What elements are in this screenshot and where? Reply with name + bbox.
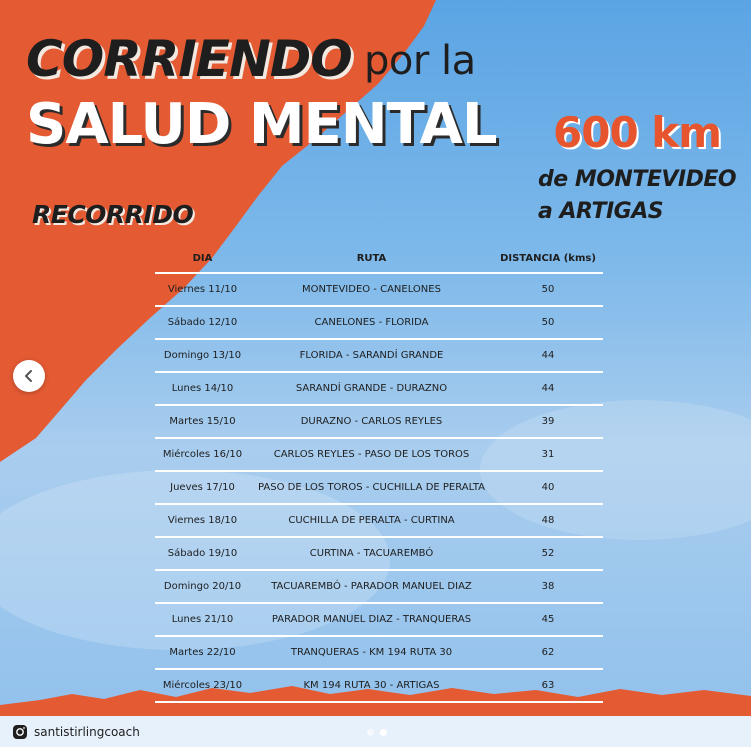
handle-text: santistirlingcoach (34, 725, 140, 739)
cell-day: Viernes 18/10 (155, 504, 250, 537)
cell-distance: 38 (493, 570, 603, 603)
cell-route: TRANQUERAS - KM 194 RUTA 30 (250, 636, 493, 669)
route-from: de MONTEVIDEO (538, 167, 737, 192)
route-schedule (155, 245, 603, 703)
cell-day: Sábado 12/10 (155, 306, 250, 339)
title-corriendo: CORRIENDO (26, 30, 352, 88)
cell-route: CURTINA - TACUAREMBÓ (250, 537, 493, 570)
carousel-prev-button[interactable] (13, 360, 45, 392)
cell-distance: 50 (493, 306, 603, 339)
chevron-left-icon (23, 370, 35, 382)
title-por-la: por la (364, 38, 476, 84)
schedule-table (155, 245, 603, 703)
table-row (155, 471, 603, 504)
cell-distance: 52 (493, 537, 603, 570)
cell-route: CANELONES - FLORIDA (250, 306, 493, 339)
cell-distance: 45 (493, 603, 603, 636)
carousel-dot-1[interactable] (367, 729, 374, 736)
cell-route: PASO DE LOS TOROS - CUCHILLA DE PERALTA (250, 471, 493, 504)
header-day: DIA (155, 245, 250, 273)
table-row (155, 570, 603, 603)
table-row (155, 405, 603, 438)
cell-day: Jueves 17/10 (155, 471, 250, 504)
table-row (155, 603, 603, 636)
table-row (155, 372, 603, 405)
table-row (155, 273, 603, 306)
cell-route: DURAZNO - CARLOS REYLES (250, 405, 493, 438)
table-header-row (155, 245, 603, 273)
cell-distance: 63 (493, 669, 603, 702)
cell-route: PARADOR MANUEL DIAZ - TRANQUERAS (250, 603, 493, 636)
cell-day: Domingo 20/10 (155, 570, 250, 603)
table-row (155, 636, 603, 669)
author-handle[interactable] (12, 724, 140, 740)
table-row (155, 504, 603, 537)
cell-day: Domingo 13/10 (155, 339, 250, 372)
cell-day: Viernes 11/10 (155, 273, 250, 306)
cell-route: CARLOS REYLES - PASO DE LOS TOROS (250, 438, 493, 471)
instagram-icon (12, 724, 28, 740)
section-label-recorrido: RECORRIDO (32, 200, 194, 229)
cell-route: KM 194 RUTA 30 - ARTIGAS (250, 669, 493, 702)
cell-day: Sábado 19/10 (155, 537, 250, 570)
cell-day: Miércoles 23/10 (155, 669, 250, 702)
cell-route: TACUAREMBÓ - PARADOR MANUEL DIAZ (250, 570, 493, 603)
cell-day: Martes 15/10 (155, 405, 250, 438)
table-row (155, 438, 603, 471)
cell-distance: 40 (493, 471, 603, 504)
cell-route: CUCHILLA DE PERALTA - CURTINA (250, 504, 493, 537)
cell-distance: 44 (493, 372, 603, 405)
cell-distance: 62 (493, 636, 603, 669)
cell-distance: 39 (493, 405, 603, 438)
cell-day: Miércoles 16/10 (155, 438, 250, 471)
table-row (155, 339, 603, 372)
route-to: a ARTIGAS (538, 199, 664, 224)
cell-day: Martes 22/10 (155, 636, 250, 669)
cell-distance: 48 (493, 504, 603, 537)
carousel-indicator (367, 729, 387, 736)
cell-day: Lunes 14/10 (155, 372, 250, 405)
title-salud-mental: SALUD MENTAL (26, 92, 497, 157)
cell-distance: 50 (493, 273, 603, 306)
header-distance: DISTANCIA (kms) (493, 245, 603, 273)
table-row (155, 537, 603, 570)
header-route: RUTA (250, 245, 493, 273)
table-row (155, 306, 603, 339)
cell-distance: 44 (493, 339, 603, 372)
cell-route: MONTEVIDEO - CANELONES (250, 273, 493, 306)
cell-route: FLORIDA - SARANDÍ GRANDE (250, 339, 493, 372)
cell-day: Lunes 21/10 (155, 603, 250, 636)
carousel-dot-2[interactable] (380, 729, 387, 736)
total-distance: 600 km (553, 108, 721, 157)
cell-route: SARANDÍ GRANDE - DURAZNO (250, 372, 493, 405)
table-row (155, 669, 603, 702)
cell-distance: 31 (493, 438, 603, 471)
